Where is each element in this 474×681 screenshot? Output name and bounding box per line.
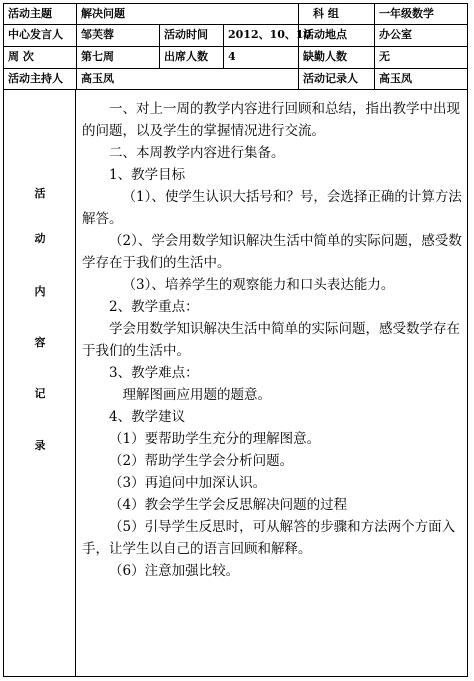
paragraph-review: 一、对上一周的教学内容进行回顾和总结，指出教学中出现的问题，以及学生的掌握情况进行交流。 [82,101,460,139]
side-char-3: 内 [34,285,46,298]
difficulties-text: 理解图画应用题的题意。 [122,387,271,403]
suggestion-3: （3）再追问中加深认识。 [109,475,267,491]
suggestion-4: （4）教会学生学会反思解决问题的过程 [109,497,348,513]
paragraph-prep: 二、本周教学内容进行集备。 [109,145,285,161]
recorder-label: 活动记录人 [298,69,374,89]
header-row-1 [3,3,468,25]
host-value: 高玉凤 [76,69,298,89]
place-label: 活动地点 [298,25,374,46]
side-char-1: 活 [34,187,46,200]
goal-1: （1）、使学生认识大括号和？号，会选择正确的计算方法解答。 [82,189,462,227]
section-suggestions: 4、教学建议 [109,409,186,425]
suggestion-5: （5）引导学生反思时，可从解答的步骤和方法两个方面入手，让学生以自己的语言回顾和解释。 [82,519,456,557]
goal-3: （3）、培养学生的观察能力和口头表达能力。 [122,277,395,293]
host-label: 活动主持人 [8,72,63,85]
subject-value: 一年级数学 [374,4,469,24]
week-value: 第七周 [76,47,159,68]
activity-content-text [82,98,463,582]
speaker-value: 邹芙蓉 [76,25,159,46]
header-row-2 [3,24,468,47]
section-key-points: 2、教学重点： [109,299,199,315]
topic-value: 解决问题 [76,4,298,24]
goal-2: （2）、学会用数学知识解决生活中简单的实际问题，感受数学存在于我们的生活中。 [82,233,462,271]
side-char-4: 容 [34,336,46,349]
activity-record-table [3,3,468,677]
suggestion-2: （2）帮助学生学会分析问题。 [109,453,294,469]
activity-content-row [3,89,468,677]
key-points-text: 学会用数学知识解决生活中简单的实际问题，感受数学存在于我们的生活中。 [82,321,460,359]
activity-content-heading [4,90,76,676]
time-value: 2012、10、10 [223,25,298,46]
header-row-4 [3,68,468,90]
topic-label: 活动主题 [8,7,52,20]
speaker-label: 中心发言人 [8,28,63,41]
time-label: 活动时间 [159,25,223,46]
attend-value: 4 [223,47,298,68]
place-value: 办公室 [374,25,469,46]
attend-label: 出席人数 [159,47,223,68]
subject-label: 科 组 [298,4,374,24]
absent-label: 缺勤人数 [298,47,374,68]
header-row-3 [3,46,468,69]
section-goals: 1、教学目标 [109,167,186,183]
section-difficulties: 3、教学难点： [109,365,199,381]
suggestion-1: （1）要帮助学生充分的理解图意。 [109,431,321,447]
recorder-value: 高玉凤 [374,69,469,89]
absent-value: 无 [374,47,469,68]
side-char-6: 录 [34,439,46,452]
side-char-5: 记 [34,387,46,400]
week-label: 周 次 [8,50,34,63]
side-char-2: 动 [34,232,46,245]
suggestion-6: （6）注意加强比较。 [109,563,240,579]
